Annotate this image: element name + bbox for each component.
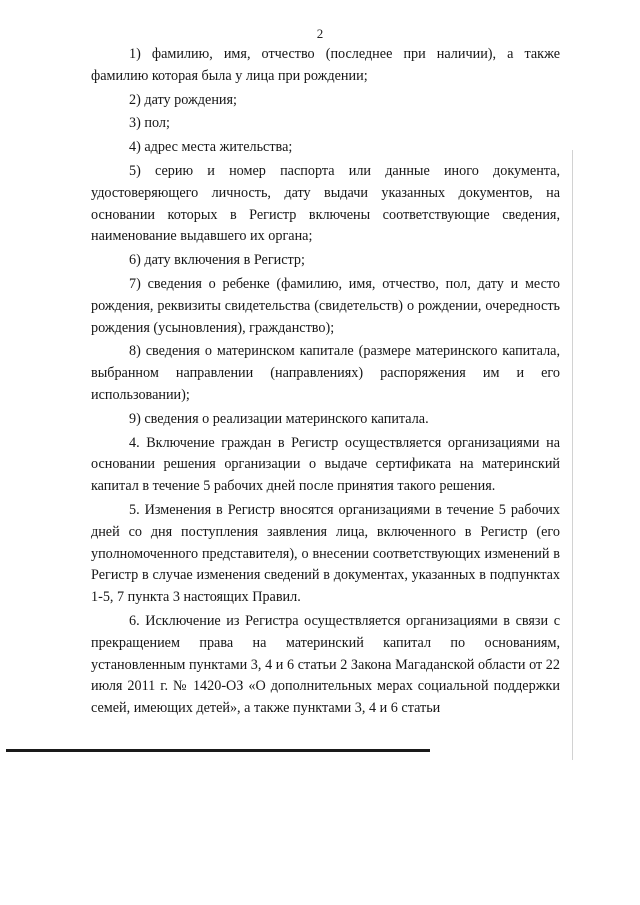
scan-edge-line: [572, 150, 573, 760]
paragraph-item-2: 2) дату рождения;: [129, 91, 237, 108]
paragraph-section-6: 6. Исключение из Регистра осуществляется организациями в связи с прекращением права на материнский капитал по основаниям, установленным пунктами 3, 4 и 6 статьи 2 Закона Магаданской области от 22 июля 2011 г. № 1420-ОЗ «О дополнительных мерах социальной поддержки семей, имеющих детей», а также пунктами 3, 4 и 6 статьи: [91, 612, 560, 717]
paragraph-item-6: 6) дату включения в Регистр;: [129, 252, 305, 269]
paragraph-item-1: 1) фамилию, имя, отчество (последнее при наличии), а также фамилию которая была у лица при рождении;: [91, 46, 560, 84]
document-body: [91, 44, 560, 720]
paragraph-item-5: 5) серию и номер паспорта или данные иного документа, удостоверяющего личность, дату выдачи указанных документов, на основании которых в Регистр включены соответствующие сведения, наименование выдавшего их органа;: [91, 162, 560, 245]
paragraph-item-3: 3) пол;: [129, 115, 170, 132]
paragraph-item-8: 8) сведения о материнском капитале (размере материнского капитала, выбранном направлении (направлениях) распоряжения им и его использовании);: [91, 343, 560, 403]
paragraph-item-9: 9) сведения о реализации материнского капитала.: [129, 410, 429, 427]
paragraph-section-4: 4. Включение граждан в Регистр осуществляется организациями на основании решения организации о выдаче сертификата на материнский капитал в течение 5 рабочих дней после принятия такого решения.: [91, 434, 560, 495]
page-number: 2: [316, 26, 324, 41]
paragraph-item-4: 4) адрес места жительства;: [129, 139, 293, 156]
paragraph-section-5: 5. Изменения в Регистр вносятся организациями в течение 5 рабочих дней со дня поступления заявления лица, включенного в Регистр (его уполномоченного представителя), о внесении соответствующих изменений в Регистр в случае изменения сведений в документах, указанных в подпунктах 1-5, 7 пункта 3 настоящих Правил.: [91, 501, 560, 606]
footer-divider: [6, 749, 430, 752]
paragraph-item-7: 7) сведения о ребенке (фамилию, имя, отчество, пол, дату и место рождения, реквизиты свидетельства (свидетельств) о рождении, очередность рождения (усыновления), гражданство);: [91, 275, 560, 336]
